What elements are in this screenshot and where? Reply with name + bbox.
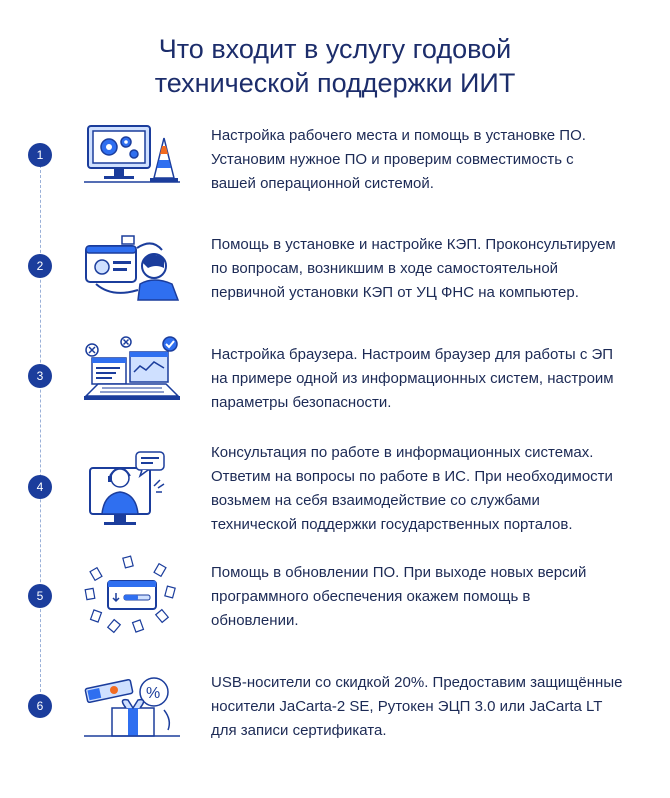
step-text-1 xyxy=(211,124,651,196)
step-number-5: 5 xyxy=(28,584,52,608)
usb-discount-icon xyxy=(82,670,182,740)
page-title xyxy=(0,32,670,100)
step-3-line: на примере одной из информационных систем, настроим xyxy=(211,370,614,387)
step-text-3 xyxy=(211,343,651,415)
computer-settings-icon xyxy=(82,120,182,190)
step-2-line: первичной установки КЭП от УЦ ФНС на компьютер. xyxy=(211,284,579,301)
step-number-3: 3 xyxy=(28,364,52,388)
step-text-6 xyxy=(211,671,651,743)
svg-text:%: % xyxy=(146,685,161,702)
step-text-5 xyxy=(211,561,651,633)
step-4-line: возьмем на себя взаимодействие со службами xyxy=(211,492,540,509)
step-2-line: Помощь в установке и настройке КЭП. Проконсультируем xyxy=(211,236,616,253)
step-1-line: вашей операционной системой. xyxy=(211,175,434,192)
step-number-4: 4 xyxy=(28,475,52,499)
page-title-line-2: технической поддержки ИИТ xyxy=(154,68,516,98)
step-number-6: 6 xyxy=(28,694,52,718)
step-text-4 xyxy=(211,441,651,537)
person-with-window-icon xyxy=(82,232,182,302)
step-4-line: Консультация по работе в информационных системах. xyxy=(211,444,594,461)
step-number-1: 1 xyxy=(28,143,52,167)
step-text-2 xyxy=(211,233,651,305)
software-update-icon xyxy=(82,555,182,635)
step-1-line: Установим нужное ПО и проверим совместимость с xyxy=(211,151,574,168)
step-6-line: USB-носители со скидкой 20%. Предоставим защищённые xyxy=(211,674,623,691)
step-4-line: технической поддержки государственных порталов. xyxy=(211,516,573,533)
step-number-2: 2 xyxy=(28,254,52,278)
step-5-line: программного обеспечения окажем помощь в xyxy=(211,588,531,605)
step-5-line: обновлении. xyxy=(211,612,299,629)
step-1-line: Настройка рабочего места и помощь в установке ПО. xyxy=(211,127,586,144)
step-3-line: параметры безопасности. xyxy=(211,394,392,411)
step-6-line: для записи сертификата. xyxy=(211,722,387,739)
support-operator-icon xyxy=(82,446,182,530)
step-4-line: Ответим на вопросы по работе в ИС. При необходимости xyxy=(211,468,613,485)
page-title-line-1: Что входит в услугу годовой xyxy=(158,34,512,64)
browser-laptop-icon xyxy=(82,336,182,406)
step-3-line: Настройка браузера. Настроим браузер для работы с ЭП xyxy=(211,346,614,363)
timeline-line xyxy=(40,155,41,707)
step-5-line: Помощь в обновлении ПО. При выходе новых версий xyxy=(211,564,587,581)
step-6-line: носители JaCarta-2 SE, Рутокен ЭЦП 3.0 или JaCarta LT xyxy=(211,698,603,715)
step-2-line: по вопросам, возникшим в ходе самостоятельной xyxy=(211,260,559,277)
